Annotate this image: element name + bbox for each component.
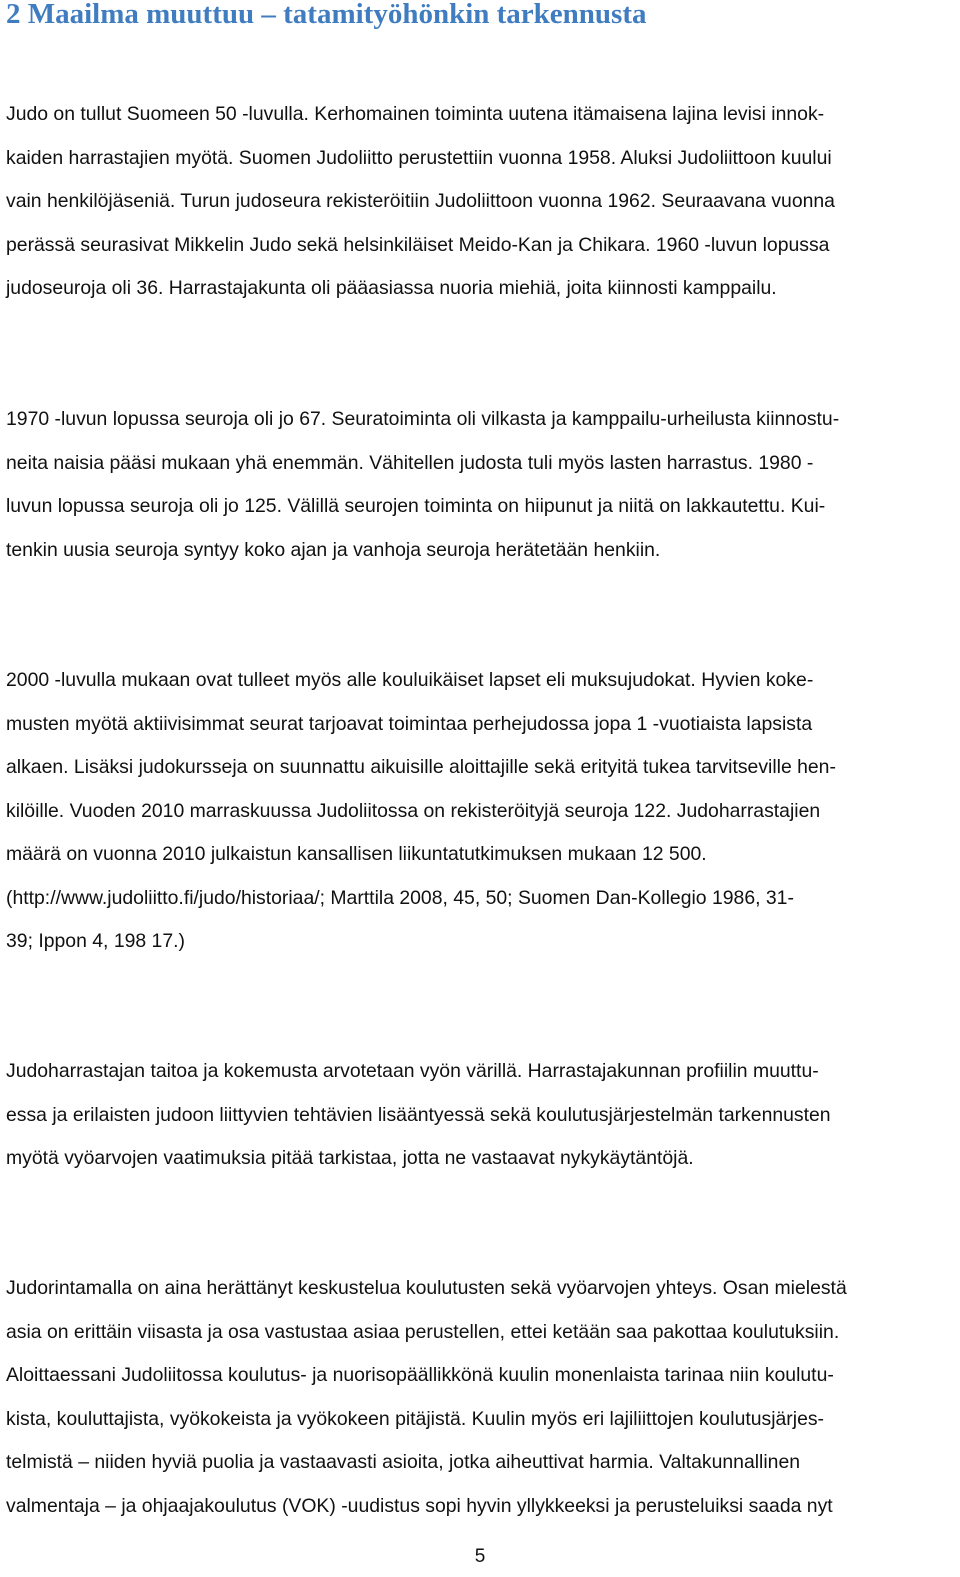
paragraph-line: vain henkilöjäseniä. Turun judoseura rekisteröitiin Judoliittoon vuonna 1962. Seuraavana vuonna	[6, 190, 835, 212]
paragraph-line: musten myötä aktiivisimmat seurat tarjoavat toimintaa perhejudossa jopa 1 -vuotiaista lapsista	[6, 712, 813, 735]
page-number: 5	[474, 1546, 486, 1567]
paragraph-3	[6, 659, 956, 964]
paragraph-line: kista, kouluttajista, vyökokeista ja vyökokeen pitäjistä. Kuulin myös eri lajiliittojen koulutusjärjes-	[6, 1407, 825, 1430]
paragraph-line: luvun lopussa seuroja oli jo 125. Välillä seurojen toiminta on hiipunut ja niitä on lakkautettu. Kui-	[6, 495, 826, 517]
paragraph-line: Judoharrastajan taitoa ja kokemusta arvotetaan vyön värillä. Harrastajakunnan profiilin muuttu-	[6, 1060, 819, 1082]
paragraph-line: telmistä – niiden hyviä puolia ja vastaavasti asioita, jotka aiheuttivat harmia. Valtakunnallinen	[6, 1451, 801, 1473]
paragraph-line: 2000 -luvulla mukaan ovat tulleet myös alle kouluikäiset lapset eli muksujudokat. Hyvien koke-	[6, 669, 814, 691]
paragraph-line: perässä seurasivat Mikkelin Judo sekä helsinkiläiset Meido-Kan ja Chikara. 1960 -luvun lopussa	[6, 233, 830, 256]
paragraph-line: Judo on tullut Suomeen 50 -luvulla. Kerhomainen toiminta uutena itämaisena lajina levisi innok-	[6, 103, 825, 125]
paragraph-line: alkaen. Lisäksi judokursseja on suunnattu aikuisille aloittajille sekä erityitä tukea tarvitseville hen-	[6, 756, 836, 778]
paragraph-line: tenkin uusia seuroja syntyy koko ajan ja vanhoja seuroja herätetään henkiin.	[6, 538, 661, 561]
paragraph-line: määrä on vuonna 2010 julkaistun kansallisen liikuntatutkimuksen mukaan 12 500.	[6, 843, 707, 865]
paragraph-line: neita naisia pääsi mukaan yhä enemmän. Vähitellen judosta tuli myös lasten harrastus. 1980 -	[6, 451, 814, 474]
paragraph-2	[6, 398, 956, 572]
paragraph-1	[6, 93, 956, 311]
paragraph-line: Judorintamalla on aina herättänyt keskustelua koulutusten sekä vyöarvojen yhteys. Osan mielestä	[6, 1277, 847, 1299]
paragraph-line: kaiden harrastajien myötä. Suomen Judoliitto perustettiin vuonna 1958. Aluksi Judoliittoon kuului	[6, 146, 832, 169]
paragraph-line: 1970 -luvun lopussa seuroja oli jo 67. Seuratoiminta oli vilkasta ja kamppailu-urheilusta kiinnostu-	[6, 408, 840, 430]
paragraph-4	[6, 1050, 956, 1181]
paragraph-line: essa ja erilaisten judoon liittyvien tehtävien lisääntyessä sekä koulutusjärjestelmän tarkennusten	[6, 1103, 831, 1126]
paragraph-line: judoseuroja oli 36. Harrastajakunta oli pääasiassa nuoria miehiä, joita kiinnosti kamppailu.	[6, 277, 777, 299]
paragraph-line: kilöille. Vuoden 2010 marraskuussa Judoliitossa on rekisteröityjä seuroja 122. Judoharrastajien	[6, 799, 821, 822]
section-heading: 2 Maailma muuttuu – tatamityöhönkin tarkennusta	[6, 0, 647, 30]
paragraph-line: 39; Ippon 4, 198 17.)	[6, 930, 185, 952]
paragraph-5	[6, 1267, 956, 1528]
paragraph-line: (http://www.judoliitto.fi/judo/historiaa/; Marttila 2008, 45, 50; Suomen Dan-Kollegio 1986, 31-	[6, 886, 794, 909]
paragraph-line: Aloittaessani Judoliitossa koulutus- ja nuorisopäällikkönä kuulin monenlaista tarinaa niin koulutu-	[6, 1364, 834, 1386]
paragraph-line: myötä vyöarvojen vaatimuksia pitää tarkistaa, jotta ne vastaavat nykykäytäntöjä.	[6, 1147, 694, 1169]
paragraph-line: valmentaja – ja ohjaajakoulutus (VOK) -uudistus sopi hyvin yllykkeeksi ja perusteluiksi saada nyt	[6, 1494, 833, 1517]
paragraph-line: asia on erittäin viisasta ja osa vastustaa asiaa perustellen, ettei ketään saa pakottaa koulutuksiin.	[6, 1320, 840, 1343]
